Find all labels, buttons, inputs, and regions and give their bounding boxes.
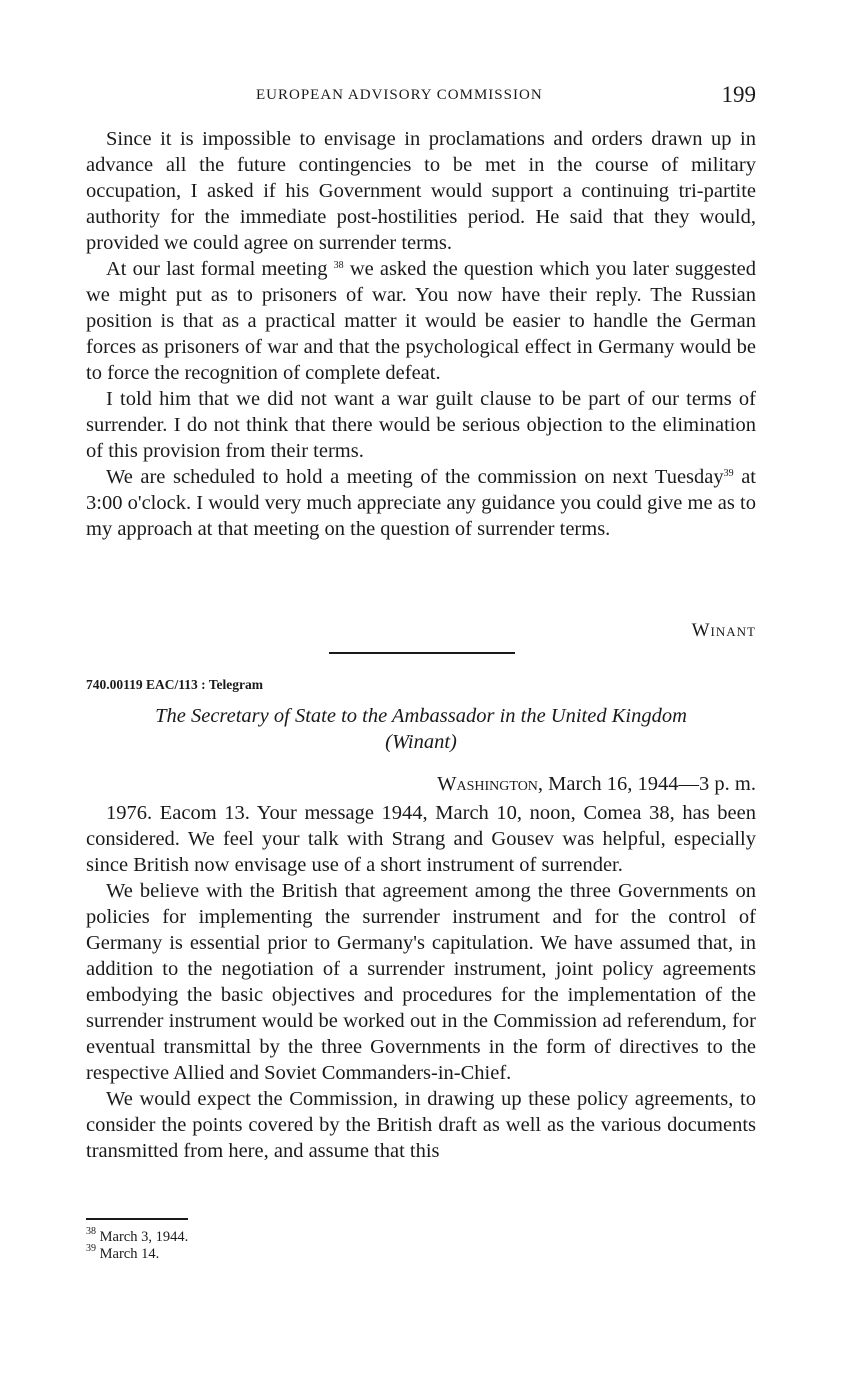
paragraph: We believe with the British that agreement among the three Governments on policies for implementing the surrender instrument and for the control of Germany is essential prior to Germany's capitulation. We have assumed that, in addition to the negotiation of a surrender instrument, joint policy agreements embodying the basic objectives and procedures for the implementation of the surrender instrument would be worked out in the Commission ad referendum, for eventual transmittal by the three Governments in the form of directives to the respective Allied and Soviet Commanders-in-Chief.: [86, 880, 756, 1084]
text-span: at 3:00 o'clock. I would very much appreciate any guidance you could give me as to my approach at that meeting on the question of surrender terms.: [86, 466, 756, 540]
footnote-divider: [86, 1218, 188, 1220]
footnotes: [86, 1226, 189, 1263]
paragraph: I told him that we did not want a war guilt clause to be part of our terms of surrender. I do not think that there would be serious objection to the elimination of this provision from their terms.: [86, 388, 756, 462]
footnote: [86, 1243, 188, 1263]
page-header: [86, 82, 756, 112]
text-span: At our last formal meeting: [106, 258, 328, 280]
file-reference: 740.00119 EAC/113 : Telegram: [86, 677, 264, 692]
footnote-text: March 14.: [99, 1246, 160, 1262]
document-title: [86, 703, 756, 755]
text-span: we asked the question which you later suggested we might put as to prisoners of war. You now have their reply. The Russian position is that as a practical matter it would be easier to handle the German forces as prisoners of war and that the psychological effect in Germany would be to force the recognition of complete defeat.: [86, 258, 756, 384]
footnote-text: March 3, 1944.: [99, 1229, 189, 1245]
paragraph: [86, 256, 756, 386]
dateline-date: March 16, 1944—3 p. m.: [548, 773, 756, 795]
paragraph: Since it is impossible to envisage in proclamations and orders drawn up in advance all the future contingencies to be met in the course of military occupation, I asked if his Government would support a continuing tri-partite authority for the immediate post-hostilities period. He said that they would, provided we could agree on surrender terms.: [86, 128, 756, 254]
footnote-mark: 39: [86, 1243, 96, 1254]
letter-body: [86, 126, 756, 542]
title-line: (Winant): [385, 731, 457, 753]
footnote-mark: 38: [86, 1226, 96, 1237]
dateline-place: Washington,: [437, 773, 544, 795]
running-head: EUROPEAN ADVISORY COMMISSION: [256, 87, 543, 103]
paragraph: We would expect the Commission, in drawing up these policy agreements, to consider the points covered by the British draft as well as the various documents transmitted from here, and assume that this: [86, 1088, 756, 1162]
title-line: The Secretary of State to the Ambassador in the United Kingdom: [155, 705, 687, 727]
dateline: [437, 773, 756, 796]
footnote: [86, 1226, 189, 1246]
paragraph: [86, 464, 756, 542]
signature: Winant: [691, 620, 756, 641]
telegram-body: [86, 800, 756, 1164]
footnote-ref: 38: [333, 260, 344, 271]
page-number: 199: [721, 82, 756, 107]
paragraph: 1976. Eacom 13. Your message 1944, March 10, noon, Comea 38, has been considered. We feel your talk with Strang and Gousev was helpful, especially since British now envisage use of a short instrument of surrender.: [86, 802, 756, 876]
text-span: We are scheduled to hold a meeting of the commission on next Tuesday: [106, 466, 724, 488]
section-divider: [329, 652, 515, 654]
footnote-ref: 39: [723, 468, 734, 479]
